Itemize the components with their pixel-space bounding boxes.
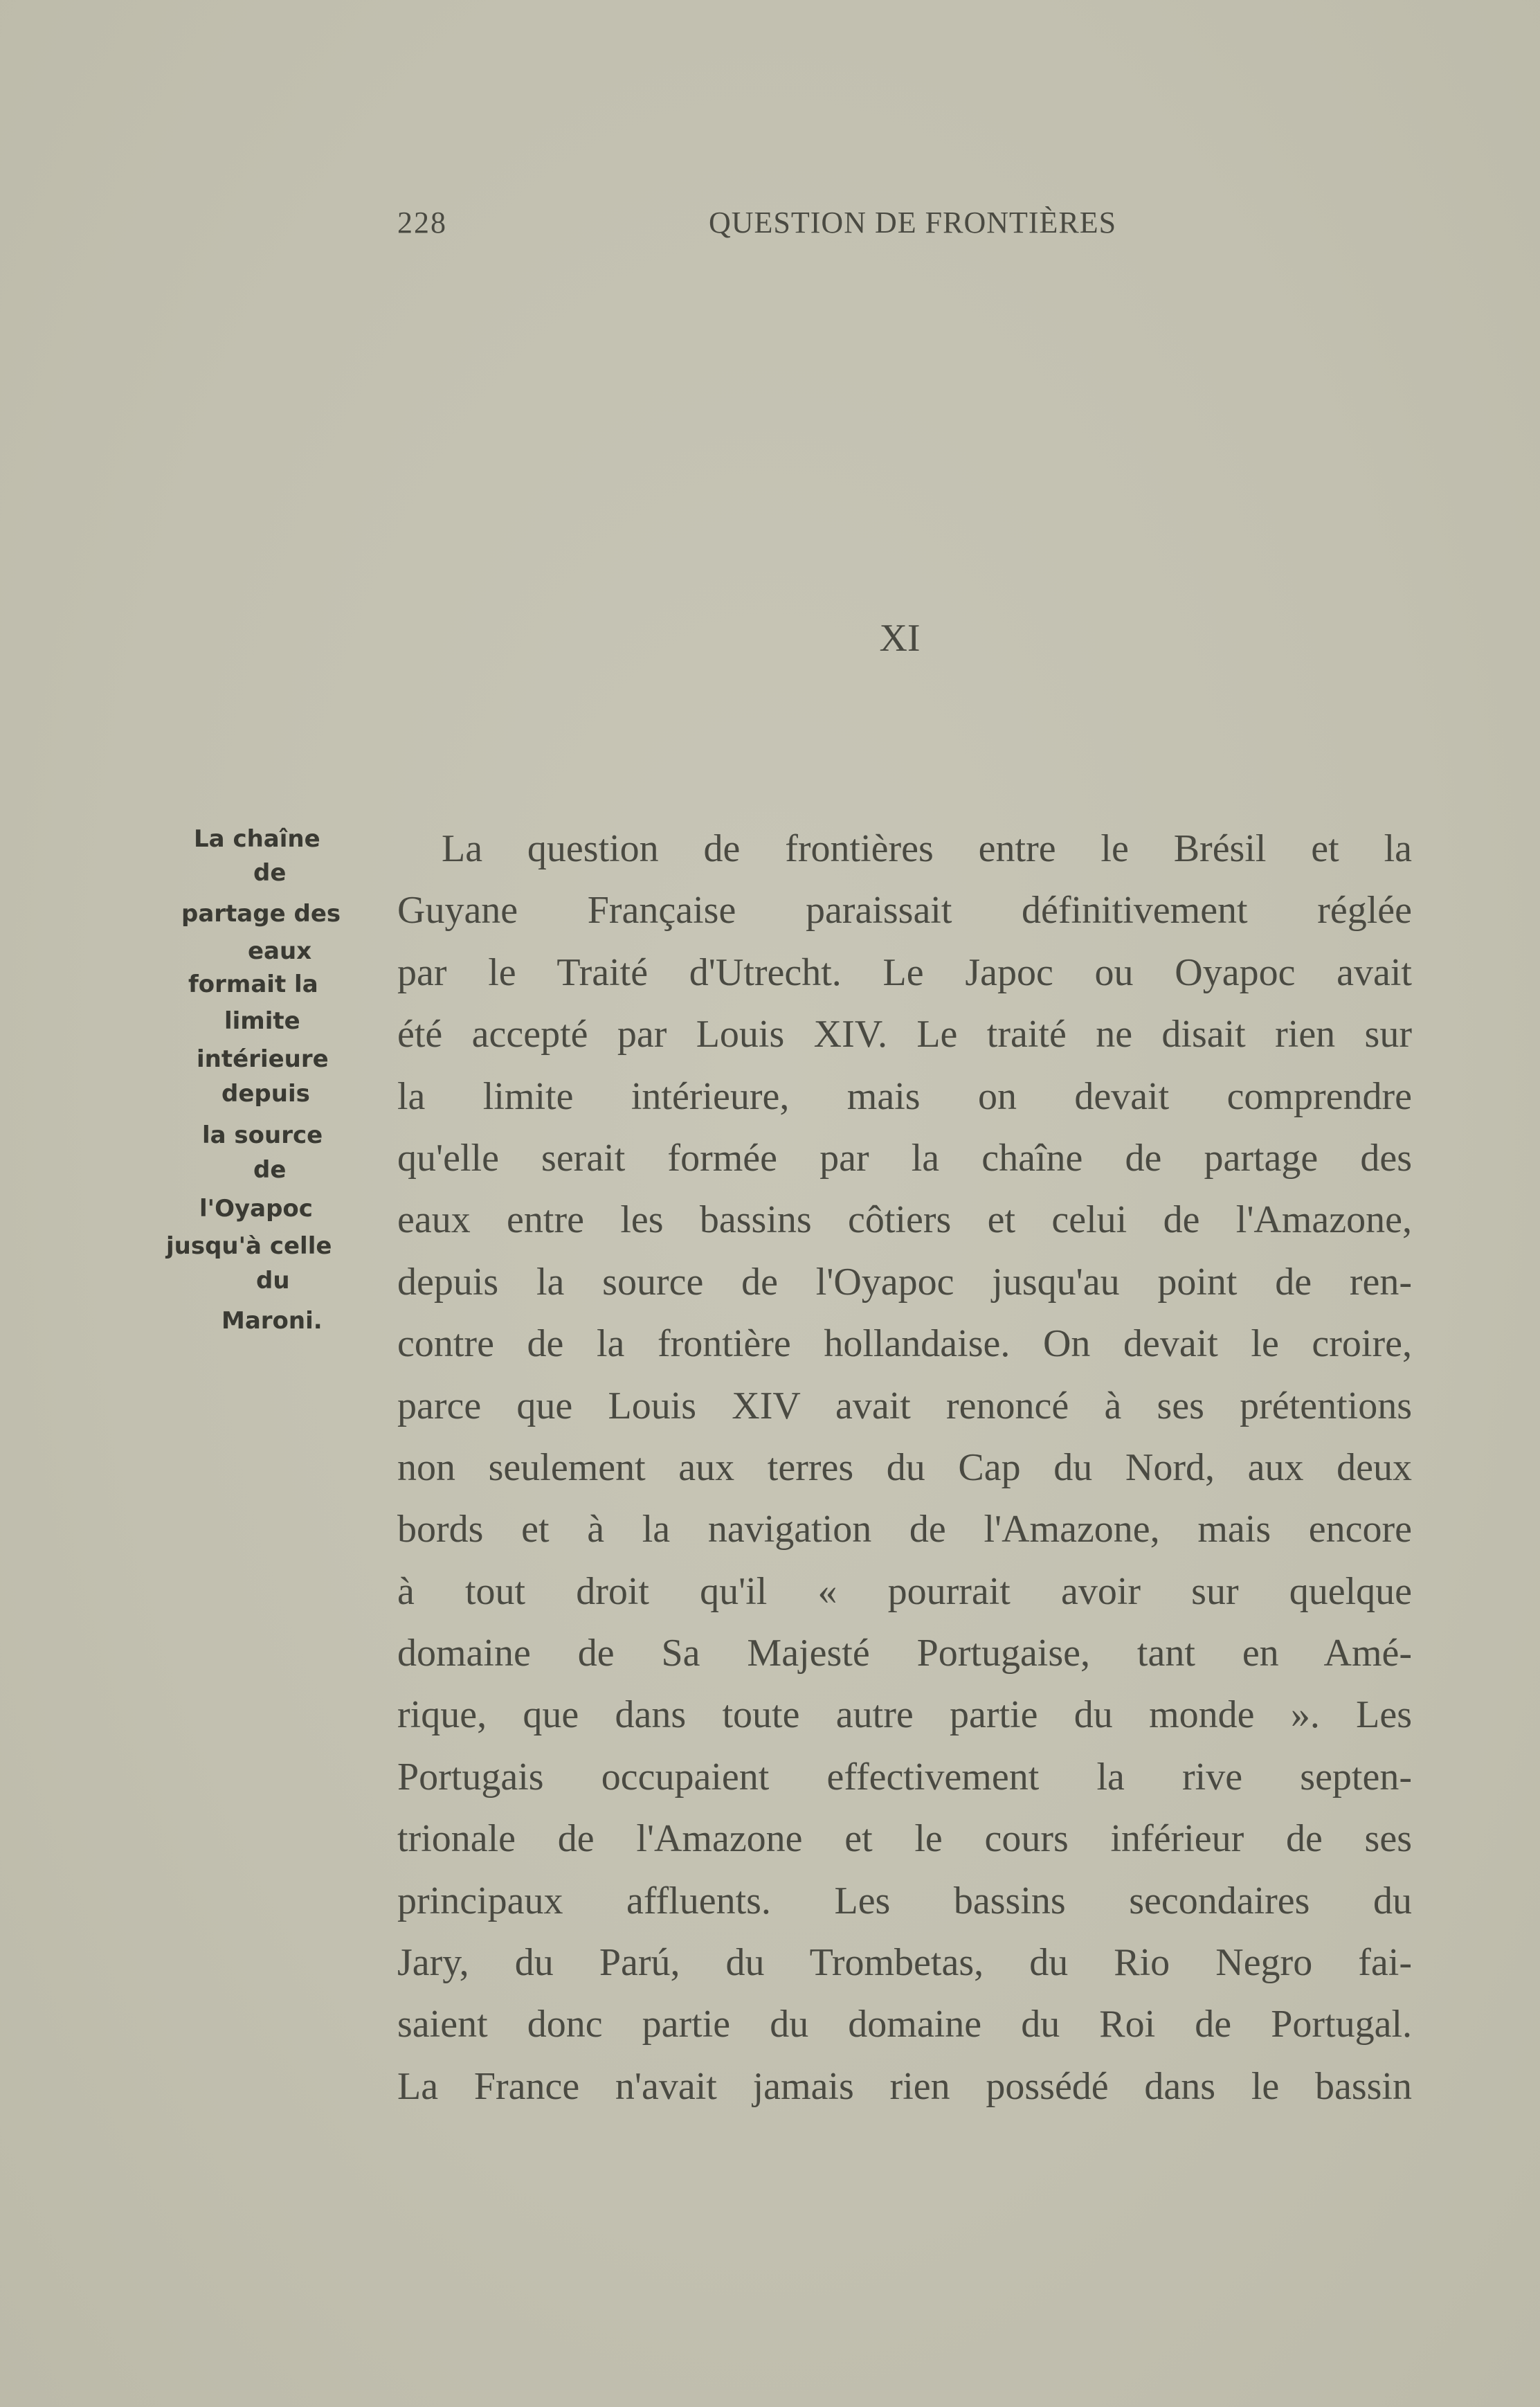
- body-line: la limite intérieure, mais on devait comprendre: [397, 1074, 1412, 1118]
- body-line: bords et à la navigation de l'Amazone, mais encore: [397, 1508, 1412, 1551]
- body-line: domaine de Sa Majesté Portugaise, tant en Amé-: [397, 1632, 1412, 1675]
- margin-note-line: formait la: [188, 971, 318, 998]
- body-line: à tout droit qu'il « pourrait avoir sur quelque: [397, 1569, 1412, 1613]
- running-title: QUESTION DE FRONTIÈRES: [709, 206, 1117, 240]
- body-line: été accepté par Louis XIV. Le traité ne disait rien sur: [397, 1013, 1412, 1056]
- margin-note-line: la source: [202, 1121, 323, 1149]
- margin-note-line: de: [253, 1156, 287, 1184]
- body-line: Jary, du Parú, du Trombetas, du Rio Negro fai-: [397, 1941, 1412, 1985]
- running-head: [388, 205, 1135, 246]
- margin-note-line: eaux: [248, 937, 312, 965]
- body-line: Guyane Française paraissait définitivement réglée: [397, 889, 1412, 932]
- body-line: non seulement aux terres du Cap du Nord, aux deux: [397, 1445, 1412, 1489]
- chapter-number: XI: [879, 617, 921, 660]
- body-line: Portugais occupaient effectivement la rive septen-: [397, 1755, 1412, 1799]
- margin-note-line: du: [256, 1267, 290, 1295]
- body-line: contre de la frontière hollandaise. On devait le croire,: [397, 1322, 1412, 1366]
- margin-note-line: La chaîne: [194, 825, 320, 853]
- body-text: [397, 818, 1412, 2118]
- margin-note-line: depuis: [221, 1080, 310, 1108]
- body-line: trionale de l'Amazone et le cours inférieur de ses: [397, 1817, 1412, 1861]
- margin-note-line: l'Oyapoc: [199, 1195, 313, 1223]
- body-line: La France n'avait jamais rien possédé dans le bassin: [397, 2064, 1412, 2108]
- margin-note-line: partage des: [181, 900, 341, 928]
- body-line: par le Traité d'Utrecht. Le Japoc ou Oyapoc avait: [397, 950, 1412, 994]
- margin-note-line: limite: [224, 1007, 300, 1035]
- margin-note-line: intérieure: [197, 1045, 329, 1073]
- body-line: rique, que dans toute autre partie du monde ». Les: [397, 1693, 1412, 1737]
- margin-note-line: jusqu'à celle: [166, 1232, 332, 1260]
- body-line: principaux affluents. Les bassins secondaires du: [397, 1879, 1412, 1922]
- body-line: saient donc partie du domaine du Roi de Portugal.: [397, 2003, 1412, 2046]
- body-line: depuis la source de l'Oyapoc jusqu'au point de ren-: [397, 1260, 1412, 1304]
- body-line: parce que Louis XIV avait renoncé à ses prétentions: [397, 1384, 1412, 1427]
- body-line: eaux entre les bassins côtiers et celui de l'Amazone,: [397, 1198, 1412, 1242]
- margin-note-line: Maroni.: [221, 1307, 323, 1335]
- body-line: La question de frontières entre le Brésil et la: [442, 827, 1412, 870]
- body-line: qu'elle serait formée par la chaîne de partage des: [397, 1136, 1412, 1180]
- page-number: 228: [397, 206, 447, 240]
- margin-note-line: de: [253, 859, 287, 887]
